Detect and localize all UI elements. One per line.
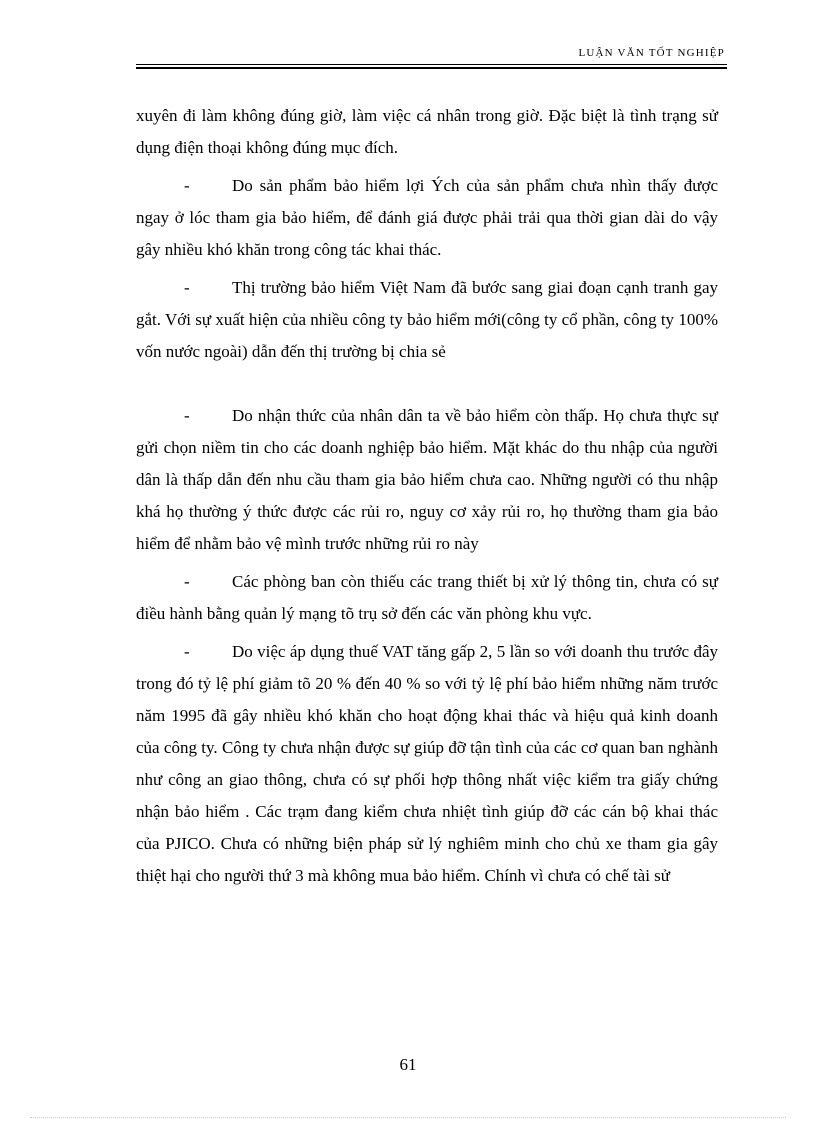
bullet-text: Do sản phẩm bảo hiểm lợi Ých của sản phẩm chưa nhìn thấy được ngay ở lóc tham gia bảo hiểm, để đánh giá được phải trải qua thời gian dài do vậy gây nhiều khó khăn trong công tác khai thác. <box>136 176 718 259</box>
bullet-marker: - <box>184 572 190 591</box>
bullet-text: Các phòng ban còn thiếu các trang thiết bị xử lý thông tin, chưa có sự điều hành bằng quản lý mạng tõ trụ sở đến các văn phòng khu vực. <box>136 572 718 623</box>
bullet-marker: - <box>184 406 190 425</box>
bullet-paragraph <box>136 400 718 560</box>
bullet-text: Thị trường bảo hiểm Việt Nam đã bước sang giai đoạn cạnh tranh gay gắt. Với sự xuất hiện của nhiều công ty bảo hiểm mới(công ty cổ phần, công ty 100% vốn nước ngoài) dẫn đến thị trường bị chia sẻ <box>136 278 718 361</box>
bullet-text: Do nhận thức của nhân dân ta về bảo hiểm còn thấp. Họ chưa thực sự gửi chọn niềm tin cho các doanh nghiệp bảo hiểm. Mặt khác do thu nhập của người dân là thấp dẫn đến nhu cầu tham gia bảo hiểm chưa cao. Những người có thu nhập khá họ thường ý thức được các rủi ro, nguy cơ xảy rủi ro, họ thường tham gia bảo hiểm để nhằm bảo vệ mình trước những rủi ro này <box>136 406 718 553</box>
bullet-text: Do việc áp dụng thuế VAT tăng gấp 2, 5 lần so với doanh thu trước đây trong đó tỷ lệ phí giảm tõ 20 % đến 40 % so với tỷ lệ phí bảo hiểm những năm trước năm 1995 đã gây nhiều khó khăn cho hoạt động khai thác và hiệu quả kinh doanh của công ty. Công ty chưa nhận được sự giúp đỡ tận tình của các cơ quan ban nghành như công an giao thông, chưa có sự phối hợp thông nhất việc kiểm tra giấy chứng nhận bảo hiểm . Các trạm đang kiểm chưa nhiệt tình giúp đỡ các cán bộ khai thác của PJICO. Chưa có những biện pháp sử lý nghiêm minh cho chủ xe tham gia gây thiệt hại cho người thứ 3 mà không mua bảo hiểm. Chính vì chưa có chế tài sử <box>136 642 718 885</box>
spacer <box>136 368 718 400</box>
page-bottom-border <box>30 1117 786 1118</box>
header-title: LUẬN VĂN TỐT NGHIỆP <box>578 47 725 59</box>
header-rule <box>136 64 727 69</box>
page-number: 61 <box>399 1055 417 1074</box>
bullet-paragraph <box>136 636 718 892</box>
bullet-paragraph <box>136 566 718 630</box>
bullet-marker: - <box>184 642 190 661</box>
bullet-paragraph <box>136 272 718 368</box>
paragraph-continuation: xuyên đi làm không đúng giờ, làm việc cá nhân trong giờ. Đặc biệt là tình trạng sử dụng điện thoại không đúng mục đích. <box>136 106 718 157</box>
bullet-marker: - <box>184 176 190 195</box>
bullet-marker: - <box>184 278 190 297</box>
bullet-paragraph <box>136 170 718 266</box>
document-body <box>136 100 718 892</box>
page-header <box>136 46 727 69</box>
